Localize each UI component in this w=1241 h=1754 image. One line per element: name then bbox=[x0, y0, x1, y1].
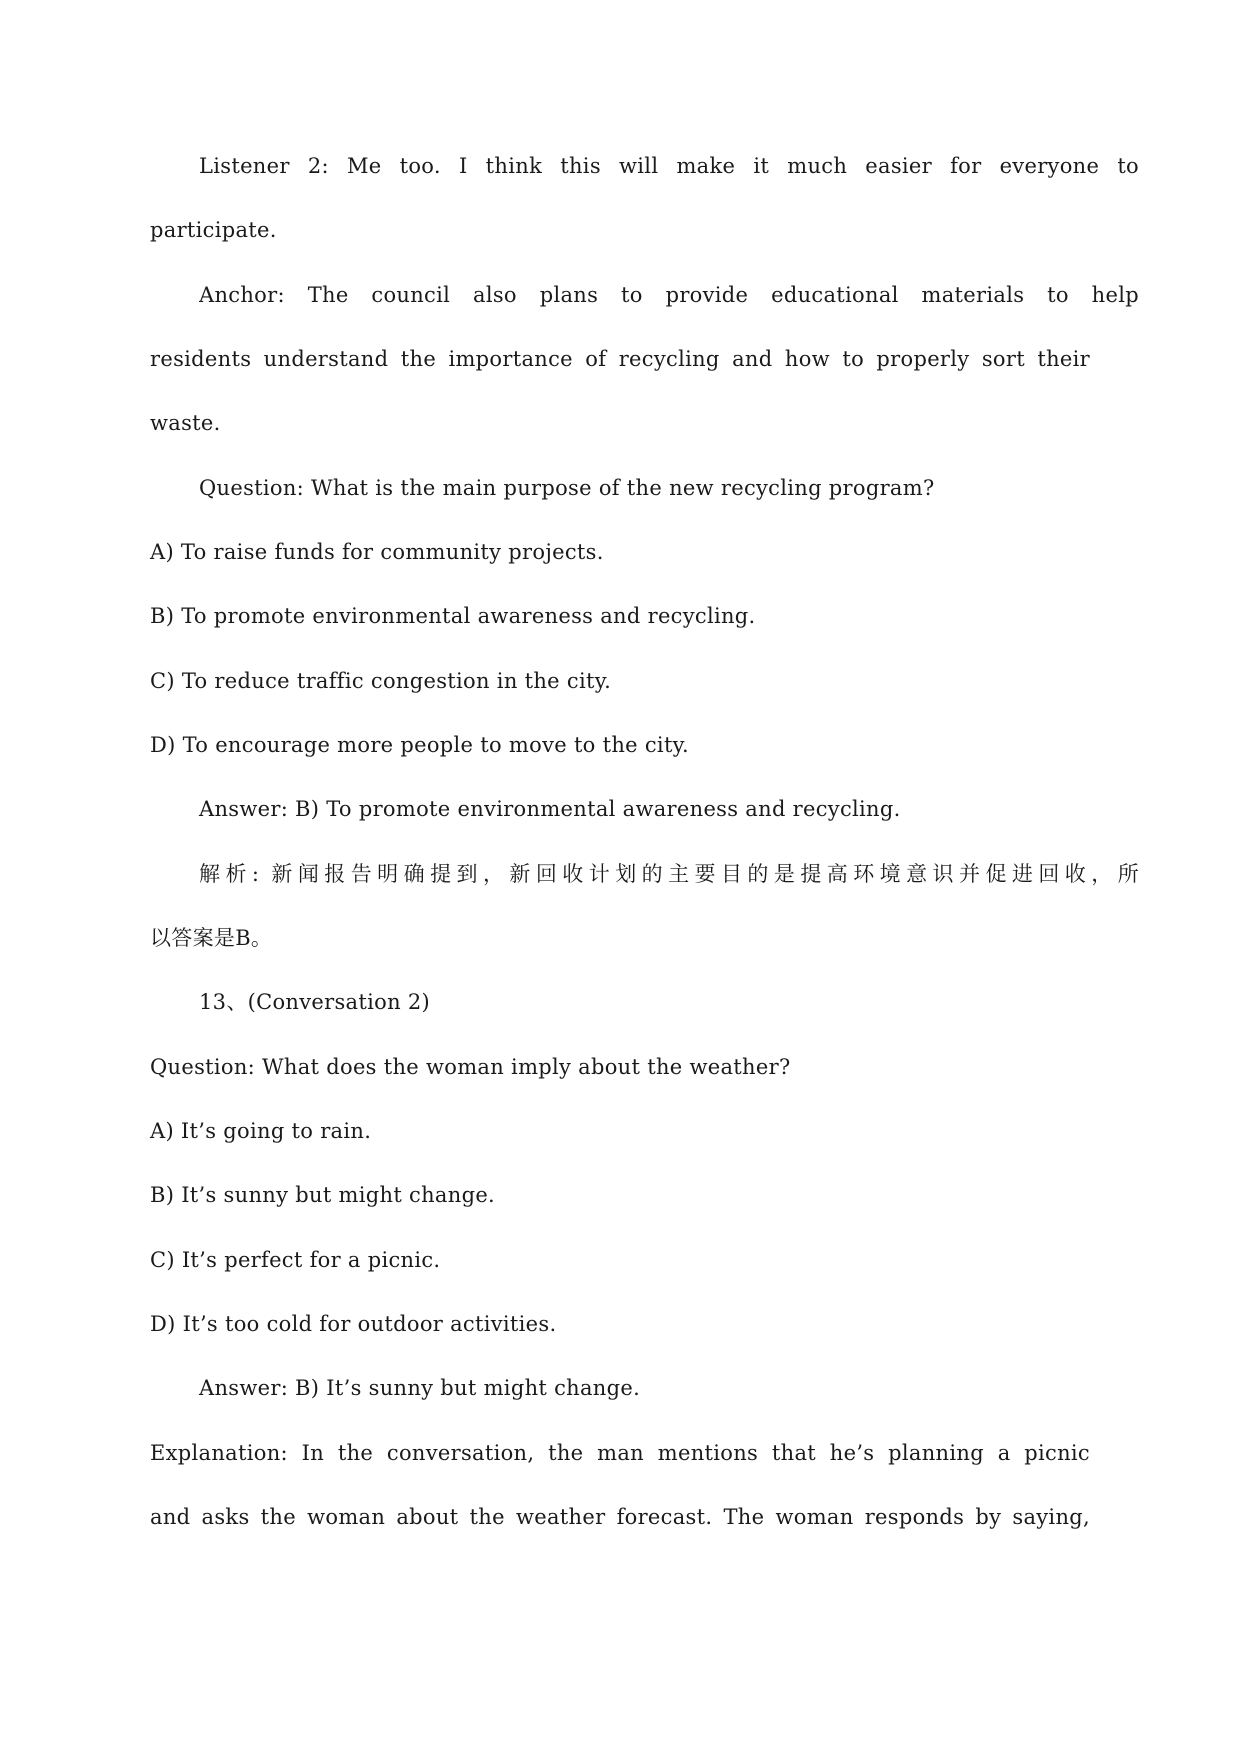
answer-13: Answer: B) It’s sunny but might change. bbox=[199, 1376, 641, 1400]
option-d: D) It’s too cold for outdoor activities. bbox=[150, 1312, 557, 1336]
listener-2-line: Listener 2: Me too. I think this will make it much easier for everyone to bbox=[199, 154, 1139, 178]
option-a: A) To raise funds for community projects. bbox=[150, 540, 604, 564]
analysis-line: 解析: 新闻报告明确提到，新回收计划的主要目的是提高环境意识并促进回收，所 bbox=[199, 862, 1139, 886]
explanation-line: Explanation: In the conversation, the man mentions that he’s planning a picnic bbox=[150, 1441, 1090, 1465]
question-13: Question: What does the woman imply about the weather? bbox=[150, 1055, 791, 1079]
listener-2-line-continued: participate. bbox=[150, 218, 277, 242]
option-a: A) It’s going to rain. bbox=[150, 1119, 372, 1143]
option-b: B) It’s sunny but might change. bbox=[150, 1183, 496, 1207]
anchor-line: Anchor: The council also plans to provide educational materials to help bbox=[199, 283, 1139, 307]
anchor-line-end: waste. bbox=[150, 411, 221, 435]
option-c: C) It’s perfect for a picnic. bbox=[150, 1248, 441, 1272]
option-b: B) To promote environmental awareness and recycling. bbox=[150, 604, 756, 628]
analysis-line-continued: 以答案是B。 bbox=[150, 926, 273, 950]
explanation-line-continued: and asks the woman about the weather forecast. The woman responds by saying, bbox=[150, 1505, 1090, 1529]
answer-12: Answer: B) To promote environmental awareness and recycling. bbox=[199, 797, 901, 821]
option-c: C) To reduce traffic congestion in the city. bbox=[150, 669, 612, 693]
question-12: Question: What is the main purpose of the new recycling program? bbox=[199, 476, 935, 500]
section-heading-13: 13、(Conversation 2) bbox=[199, 990, 431, 1014]
option-d: D) To encourage more people to move to the city. bbox=[150, 733, 690, 757]
anchor-line-continued: residents understand the importance of recycling and how to properly sort their bbox=[150, 347, 1090, 371]
